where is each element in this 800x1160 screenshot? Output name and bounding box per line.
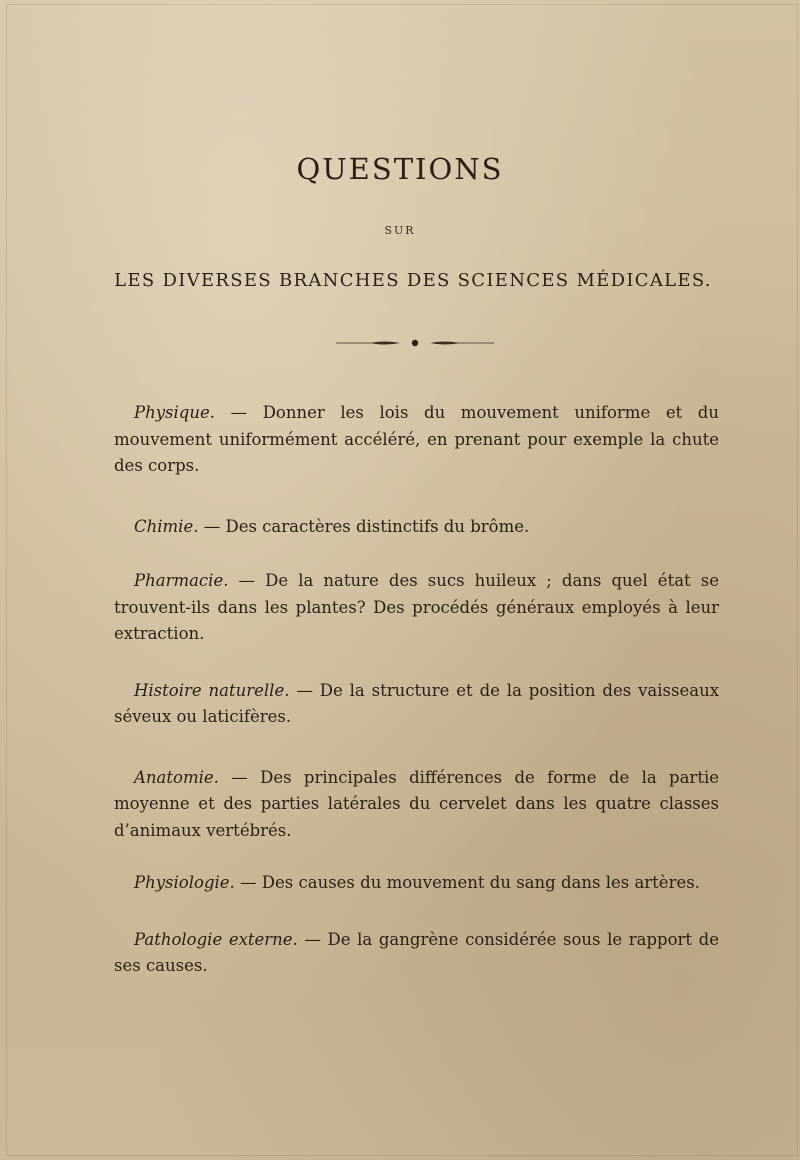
question-text: — Des principales différences de forme de la partie moyenne et des parties latérales du cervelet dans les quatre classes d’animaux vertébrés. (114, 767, 719, 840)
question-anatomie (114, 765, 719, 845)
subject-label: Physique. (134, 403, 215, 422)
question-text: — De la structure et de la position des vaisseaux séveux ou laticifères. (114, 680, 719, 726)
page-title: QUESTIONS (296, 152, 504, 186)
subject-label: Anatomie. (134, 767, 219, 787)
question-pathologie-externe (114, 927, 719, 980)
question-text: — Des causes du mouvement du sang dans les artères. (234, 873, 700, 892)
subject-label: Pharmacie. (134, 571, 229, 590)
subject-label: Physiologie. (134, 873, 235, 892)
title-connector: SUR (384, 224, 416, 237)
question-text: — De la gangrène considérée sous le rapport de ses causes. (114, 929, 719, 975)
question-physiologie (114, 870, 719, 897)
question-histoire-naturelle (114, 678, 719, 731)
question-pharmacie (114, 568, 719, 648)
question-physique (114, 400, 719, 480)
subject-label: Histoire naturelle. (134, 680, 290, 700)
subject-label: Chimie. (134, 516, 199, 536)
questions-list (114, 400, 719, 1007)
question-text: — De la nature des sucs huileux ; dans quel état se trouvent-ils dans les plantes? Des procédés généraux employés à leur extraction. (114, 571, 719, 643)
ornamental-rule-icon (330, 336, 500, 350)
question-text: — Donner les lois du mouvement uniforme et du mouvement uniformément accéléré, en prenant pour exemple la chute des corps. (114, 403, 719, 475)
page-subtitle: LES DIVERSES BRANCHES DES SCIENCES MÉDICALES. (114, 270, 712, 291)
subject-label: Pathologie externe. (134, 929, 298, 949)
question-chimie (114, 514, 719, 541)
question-text: — Des caractères distinctifs du brôme. (198, 516, 530, 536)
